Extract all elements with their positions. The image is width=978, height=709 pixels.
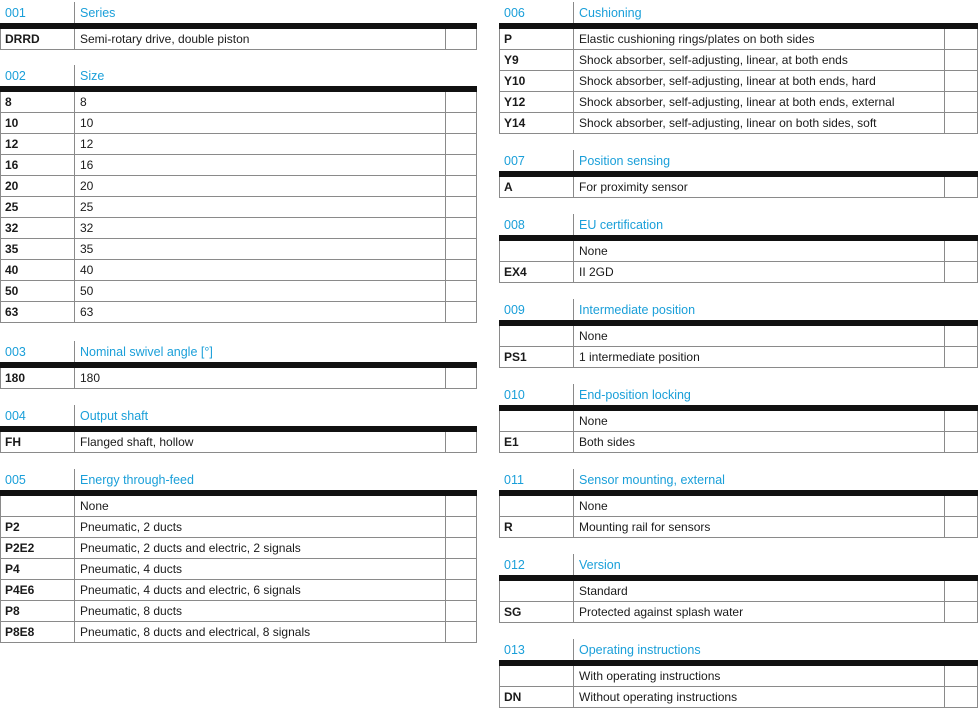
option-row [0,92,477,113]
option-description: 25 [80,200,94,214]
option-description: Shock absorber, self-adjusting, linear at both ends, hard [579,74,876,88]
cell-divider [74,113,75,133]
selection-cell-divider [445,176,446,196]
selection-cell-divider [445,517,446,537]
section-header [499,384,978,411]
section-title: Size [80,69,105,83]
cell-divider [573,241,574,261]
section-header [499,150,978,177]
option-description: 10 [80,116,94,130]
section-number: 004 [5,409,26,423]
selection-cell-divider [944,262,945,282]
cell-divider [573,29,574,49]
cell-divider [573,411,574,431]
selection-cell-divider [445,239,446,259]
selection-cell-divider [944,92,945,112]
cell-divider [573,687,574,707]
option-row [499,432,978,453]
header-divider [573,150,574,171]
cell-divider [573,92,574,112]
selection-cell-divider [445,368,446,388]
cell-divider [573,50,574,70]
selection-cell-divider [944,432,945,452]
cell-divider [74,218,75,238]
selection-cell-divider [944,347,945,367]
selection-cell-divider [445,260,446,280]
section-header [499,2,978,29]
option-row [0,622,477,643]
selection-cell-divider [445,281,446,301]
option-row [0,197,477,218]
cell-divider [74,432,75,452]
section-number: 009 [504,303,525,317]
cell-divider [573,113,574,133]
section-number: 003 [5,345,26,359]
selection-cell-divider [944,50,945,70]
selection-cell-divider [944,177,945,197]
option-description: Shock absorber, self-adjusting, linear on both sides, soft [579,116,877,130]
header-divider [573,469,574,490]
cell-divider [74,302,75,322]
option-description: For proximity sensor [579,180,688,194]
option-code: 35 [5,242,19,256]
option-code: 12 [5,137,19,151]
section-title: Output shaft [80,409,149,423]
option-row [499,92,978,113]
selection-cell-divider [445,197,446,217]
header-divider [74,469,75,490]
option-code: 32 [5,221,19,235]
section-title: Operating instructions [579,643,701,657]
section-number: 013 [504,643,525,657]
cell-divider [573,326,574,346]
option-description: 1 intermediate position [579,350,700,364]
option-code: 16 [5,158,19,172]
option-code: 63 [5,305,19,319]
cell-divider [74,601,75,621]
option-code: P2 [5,520,20,534]
option-description: Shock absorber, self-adjusting, linear at both ends, external [579,95,895,109]
section-number: 006 [504,6,525,20]
option-description: 35 [80,242,94,256]
header-divider [573,2,574,23]
section-title: Position sensing [579,154,671,168]
option-description: With operating instructions [579,669,721,683]
option-description: Standard [579,584,628,598]
selection-cell-divider [944,666,945,686]
section-title: Nominal swivel angle [°] [80,345,213,359]
option-row [499,177,978,198]
option-section [499,384,978,453]
option-description: None [579,329,608,343]
option-code: 8 [5,95,12,109]
header-divider [573,639,574,660]
option-row [0,538,477,559]
selection-cell-divider [944,687,945,707]
cell-divider [74,134,75,154]
section-title: Intermediate position [579,303,696,317]
selection-cell-divider [445,601,446,621]
cell-divider [74,281,75,301]
option-code: P8 [5,604,20,618]
header-divider [573,299,574,320]
header-divider [573,214,574,235]
section-title: Series [80,6,116,20]
option-description: Shock absorber, self-adjusting, linear, at both ends [579,53,848,67]
header-divider [74,405,75,426]
option-section [499,469,978,538]
option-code: 10 [5,116,19,130]
cell-divider [573,177,574,197]
option-row [499,50,978,71]
option-section [0,341,477,389]
option-code: Y9 [504,53,519,67]
option-code: E1 [504,435,519,449]
section-number: 001 [5,6,26,20]
option-row [499,496,978,517]
section-title: Sensor mounting, external [579,473,725,487]
option-row [0,218,477,239]
option-section [499,554,978,623]
cell-divider [573,496,574,516]
option-description: 32 [80,221,94,235]
selection-cell-divider [944,113,945,133]
option-description: Pneumatic, 8 ducts [80,604,183,618]
section-title: End-position locking [579,388,691,402]
option-row [0,134,477,155]
option-row [499,666,978,687]
selection-cell-divider [445,155,446,175]
option-code: P4 [5,562,20,576]
selection-cell-divider [445,538,446,558]
option-row [0,239,477,260]
selection-cell-divider [445,580,446,600]
cell-divider [74,176,75,196]
option-code: 25 [5,200,19,214]
option-code: 180 [5,371,26,385]
option-description: II 2GD [579,265,614,279]
option-description: 20 [80,179,94,193]
option-row [499,241,978,262]
cell-divider [74,622,75,642]
selection-cell-divider [445,622,446,642]
option-code: 20 [5,179,19,193]
header-divider [74,65,75,86]
selection-cell-divider [445,218,446,238]
option-code: Y14 [504,116,526,130]
option-description: 50 [80,284,94,298]
cell-divider [573,71,574,91]
option-description: None [80,499,109,513]
section-header [499,639,978,666]
option-code: SG [504,605,522,619]
option-row [0,113,477,134]
section-number: 007 [504,154,525,168]
option-row [499,29,978,50]
section-header [499,469,978,496]
section-header [499,554,978,581]
option-row [0,517,477,538]
option-code: DN [504,690,522,704]
option-description: Mounting rail for sensors [579,520,711,534]
selection-cell-divider [944,602,945,622]
option-description: Both sides [579,435,636,449]
option-code: P2E2 [5,541,35,555]
selection-cell-divider [445,496,446,516]
option-code: Y12 [504,95,526,109]
option-description: Pneumatic, 4 ducts [80,562,183,576]
cell-divider [573,432,574,452]
section-header [0,65,477,92]
option-row [499,411,978,432]
option-row [0,155,477,176]
option-row [0,496,477,517]
option-section [0,2,477,50]
selection-cell-divider [944,496,945,516]
option-description: Flanged shaft, hollow [80,435,194,449]
section-title: Version [579,558,621,572]
option-section [499,214,978,283]
option-section [499,2,978,134]
section-header [499,299,978,326]
option-row [0,580,477,601]
selection-cell-divider [445,432,446,452]
option-description: Pneumatic, 2 ducts and electric, 2 signals [80,541,301,555]
option-description: Protected against splash water [579,605,744,619]
selection-cell-divider [445,113,446,133]
selection-cell-divider [944,581,945,601]
cell-divider [74,559,75,579]
option-row [0,432,477,453]
selection-cell-divider [944,241,945,261]
cell-divider [74,517,75,537]
option-section [0,469,477,643]
option-code: DRRD [5,32,40,46]
cell-divider [74,260,75,280]
cell-divider [573,666,574,686]
option-row [499,71,978,92]
option-description: 63 [80,305,94,319]
selection-cell-divider [445,92,446,112]
option-section [0,65,477,323]
selection-cell-divider [445,302,446,322]
selection-cell-divider [944,411,945,431]
option-row [499,581,978,602]
option-row [499,602,978,623]
section-number: 010 [504,388,525,402]
option-code: P8E8 [5,625,35,639]
selection-cell-divider [445,559,446,579]
cell-divider [573,517,574,537]
header-divider [74,2,75,23]
section-number: 012 [504,558,525,572]
cell-divider [573,262,574,282]
option-description: None [579,414,608,428]
option-section [499,299,978,368]
section-number: 002 [5,69,26,83]
cell-divider [74,368,75,388]
option-row [0,368,477,389]
selection-cell-divider [445,29,446,49]
option-section [0,405,477,453]
option-description: 180 [80,371,101,385]
selection-cell-divider [944,326,945,346]
option-code: FH [5,435,21,449]
section-header [499,214,978,241]
header-divider [74,341,75,362]
option-row [0,281,477,302]
option-row [0,29,477,50]
section-header [0,2,477,29]
option-code: P4E6 [5,583,35,597]
section-header [0,469,477,496]
option-row [499,687,978,708]
option-description: 12 [80,137,94,151]
option-section [499,150,978,198]
option-description: Pneumatic, 4 ducts and electric, 6 signals [80,583,301,597]
cell-divider [74,155,75,175]
option-description: Without operating instructions [579,690,738,704]
option-code: R [504,520,513,534]
cell-divider [573,602,574,622]
option-description: 40 [80,263,94,277]
header-divider [573,384,574,405]
option-code: 40 [5,263,19,277]
option-code: Y10 [504,74,526,88]
option-row [0,559,477,580]
cell-divider [74,580,75,600]
cell-divider [74,197,75,217]
option-row [499,113,978,134]
cell-divider [74,29,75,49]
option-code: 50 [5,284,19,298]
selection-cell-divider [445,134,446,154]
section-header [0,341,477,368]
section-header [0,405,477,432]
header-divider [573,554,574,575]
cell-divider [74,239,75,259]
option-row [499,262,978,283]
option-description: Pneumatic, 8 ducts and electrical, 8 signals [80,625,311,639]
cell-divider [74,92,75,112]
option-row [0,302,477,323]
cell-divider [74,538,75,558]
option-row [499,326,978,347]
option-description: 8 [80,95,87,109]
option-row [499,517,978,538]
option-section [499,639,978,708]
option-description: Semi-rotary drive, double piston [80,32,250,46]
option-row [499,347,978,368]
section-number: 008 [504,218,525,232]
cell-divider [573,347,574,367]
option-code: P [504,32,513,46]
option-row [0,176,477,197]
section-number: 011 [504,473,524,487]
option-description: None [579,244,608,258]
option-description: None [579,499,608,513]
selection-cell-divider [944,517,945,537]
section-title: Energy through-feed [80,473,194,487]
option-row [0,260,477,281]
section-title: Cushioning [579,6,642,20]
section-number: 005 [5,473,26,487]
option-description: 16 [80,158,94,172]
cell-divider [573,581,574,601]
cell-divider [74,496,75,516]
selection-cell-divider [944,71,945,91]
option-code: A [504,180,513,194]
section-title: EU certification [579,218,664,232]
option-row [0,601,477,622]
option-code: EX4 [504,265,527,279]
option-description: Pneumatic, 2 ducts [80,520,183,534]
selection-cell-divider [944,29,945,49]
option-code: PS1 [504,350,527,364]
option-description: Elastic cushioning rings/plates on both sides [579,32,815,46]
